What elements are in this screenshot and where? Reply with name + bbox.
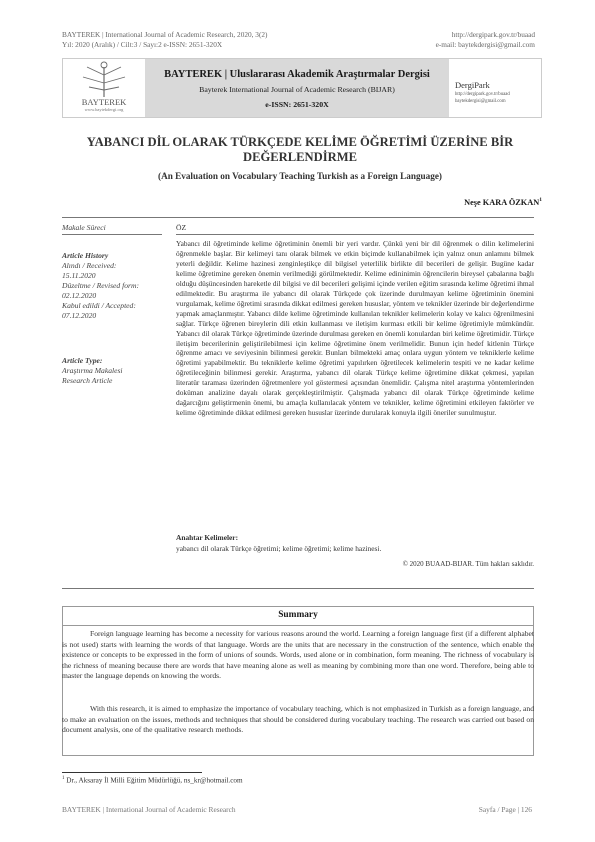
abstract-heading: ÖZ [176, 223, 187, 232]
abstract-text: Yabancı dil öğretiminde kelime öğretiminin önemli bir yeri vardır. Çünkü yeni bir dil öğrenmek o dilin kelimelerini öğrenmekle başlar. Bir kelimeyi tanı olarak bilmek ve etkin biçimde kullanabilmek için yalnız onun anlamını bilmek yeterli değildir. Kelime hazinesi zenginleştikçe dil bilgisel yeterlilik birlikte dil becerileri de gelişir. Bugüne kadar kelime öğretimine gereken önemin verilmediği görülmektedir. Kelime edininimin öğrencilerin bireysel çabalarına bağlı olduğu düşüncesinden hareketle dil bilgisi ve dil becerileri gelişimi içinde verilen eğitim sırasında kelime öğretimi ihmal edilmektedir. Bu araştırma ile yabancı dil olarak Türkçede çok üzerinde durulmayan kelime öğretiminin önemini vurgulamak, kelime öğretimi sırasında dikkat edilmesi gereken hususlar, yöntem ve teknikler üzerinde bir değerlendirme yapmak amaçlanmıştır. Yabancı dilde kelime öğretiminde kullanılan teknikler kelimelerin kolay ve kalıcı öğrenilmesini sağlar. Türkçe öğrenen bireylerin dili etkin kullanması ve iletişim kurması etkili bir kelime öğretimiyle mümkündür. Yabancı dil olarak Türkçe öğretiminde üzerinde durulması gereken en önemli konulardan biri kelime öğretimidir. Türkçe iletişim becerilerinin geliştirilebilmesi için kelime öğretimine önem verilmelidir. Bunun için hedef kitlenin Türkçe öğrenme amacı ve seviyesinin bilinmesi gerekir. Bunları bilmekteki amaç onlara uygun yöntem ve tekniklerle kelime öğretimi yapabilmektir. Bu tekniklerle kelime öğretimi yapılırken öğretilecek kelimelerin tespiti ve ne kadar kelime öğretileceğinin bilinmesi gerekir. Araştırma, yabancı dil olarak Türkçe kelime öğretimine dikkat çekmesi, yapılan literatür taraması üzerinden öğretmenlere yol göstermesi açısından önemlidir. Çalışma nitel araştırma yöntemlerinden doküman analizine dayalı olarak gerçekleştirilmiştir. Çalışmada yabancı dil olarak Türkçe öğretiminde kelime dağarcığını geliştirmenin önemi, bu amaçla kullanılacak yöntem ve teknikler, kelime öğretimini etkileyen faktörler ve kelime öğretiminde dikkat edilmesi gereken hususlar üzerinde durularak konuyla ilgili öneriler sunulmuştur. [176, 239, 534, 418]
running-header-left [62, 30, 267, 49]
journal-issn: e-ISSN: 2651-320X [265, 100, 329, 109]
accepted-label: Kabul edildi / Accepted: [62, 301, 136, 310]
revised-label: Düzeltme / Revised form: [62, 281, 139, 290]
summary-paragraph-2: With this research, it is aimed to emphasize the importance of vocabulary teaching, which is not emphasized in Turkish as a foreign language, and to make an evaluation on the issues, methods and techniques that should be considered during vocabulary teaching. The research was carried out based on document analysis, one of the qualitative research methods. [62, 704, 534, 734]
page-number: Sayfa / Page | 126 [478, 805, 532, 814]
type-value-tr: Araştırma Makalesi [62, 366, 123, 375]
divider-abstract [176, 234, 534, 235]
received-date: 15.11.2020 [62, 271, 96, 280]
keywords: yabancı dil olarak Türkçe öğretimi; kelime öğretimi; kelime hazinesi. [176, 544, 382, 553]
journal-email-link[interactable]: e-mail: baytekdergisi@gmail.com [435, 39, 535, 49]
received-label: Alındı / Received: [62, 261, 117, 270]
logo-subtext: www.baytekdergi.org [84, 107, 124, 112]
journal-title: BAYTEREK | Uluslararası Akademik Araştırmalar Dergisi [164, 69, 430, 80]
dergipark-logo-text: DergiPark [455, 80, 490, 90]
revised-date: 02.12.2020 [62, 291, 97, 300]
dergipark-email: baytekdergisi@gmail.com [455, 99, 506, 104]
keywords-label: Anahtar Kelimeler: [176, 533, 239, 542]
footnote-text: Dr., Aksaray İl Milli Eğitim Müdürlüğü, ns_kr@hotmail.com [64, 776, 243, 785]
article-english-title: (An Evaluation on Vocabulary Teaching Turkish as a Foreign Language) [158, 171, 442, 181]
footnote-rule [62, 772, 202, 773]
journal-citation: BAYTEREK | International Journal of Academic Research, 2020, 3(2) [62, 30, 268, 39]
journal-masthead [62, 58, 542, 118]
history-title: Article History [62, 251, 109, 260]
journal-url-link[interactable]: http://dergipark.gov.tr/buaad [451, 30, 535, 39]
copyright: © 2020 BUAAD-BIJAR. Tüm hakları saklıdır. [402, 560, 534, 568]
summary-divider [62, 625, 534, 626]
masthead-center [145, 59, 449, 117]
accepted-date: 07.12.2020 [62, 311, 97, 320]
footnote-mark: 1 [62, 776, 65, 781]
type-title: Article Type: [62, 356, 103, 365]
article-title: YABANCI DİL OLARAK TÜRKÇEDE KELİME ÖĞRETİMİ ÜZERİNE BİR DEĞERLENDİRME [86, 135, 514, 164]
divider-sidebar [62, 234, 162, 235]
author-name: Neşe KARA ÖZKAN [464, 197, 540, 207]
footer-journal: BAYTEREK | International Journal of Academic Research [62, 805, 236, 814]
author-line [300, 197, 542, 207]
journal-english-title: Bayterek International Journal of Academic Research (BIJAR) [199, 85, 395, 94]
footnote [62, 776, 243, 784]
running-header-right [360, 30, 535, 49]
author-footnote-mark: 1 [539, 197, 542, 203]
journal-logo [63, 59, 145, 117]
summary-paragraph-1: Foreign language learning has become a necessity for various reasons around the world. Learning a foreign language first (if a different alphabet is not used) starts with learning the words of that language. Words are the units that are necessary in the construction of the sentence, which enable the existence or concepts to be expressed in the form of unions of sounds. Words, used alone or in combination, form meaning. The richness of vocabulary is the richness of meaning because there are words that have meaning alone as well as meaning by combining more than one word. Therefore, being able to master the language depends on knowing the words. [62, 629, 534, 680]
divider-top [62, 217, 534, 218]
article-history [62, 251, 162, 321]
dergipark-url: http://dergipark.gov.tr/buaad [455, 92, 510, 97]
type-value-en: Research Article [62, 376, 113, 385]
issue-info: Yıl: 2020 (Aralık) / Cilt:3 / Sayı:2 e-ISSN: 2651-320X [62, 39, 223, 49]
article-type [62, 356, 162, 386]
divider-bottom [62, 588, 534, 589]
summary-heading: Summary [278, 610, 318, 620]
logo-text: BAYTEREK [81, 97, 127, 107]
process-label: Makale Süreci [62, 223, 106, 232]
dergipark-badge [449, 59, 541, 117]
